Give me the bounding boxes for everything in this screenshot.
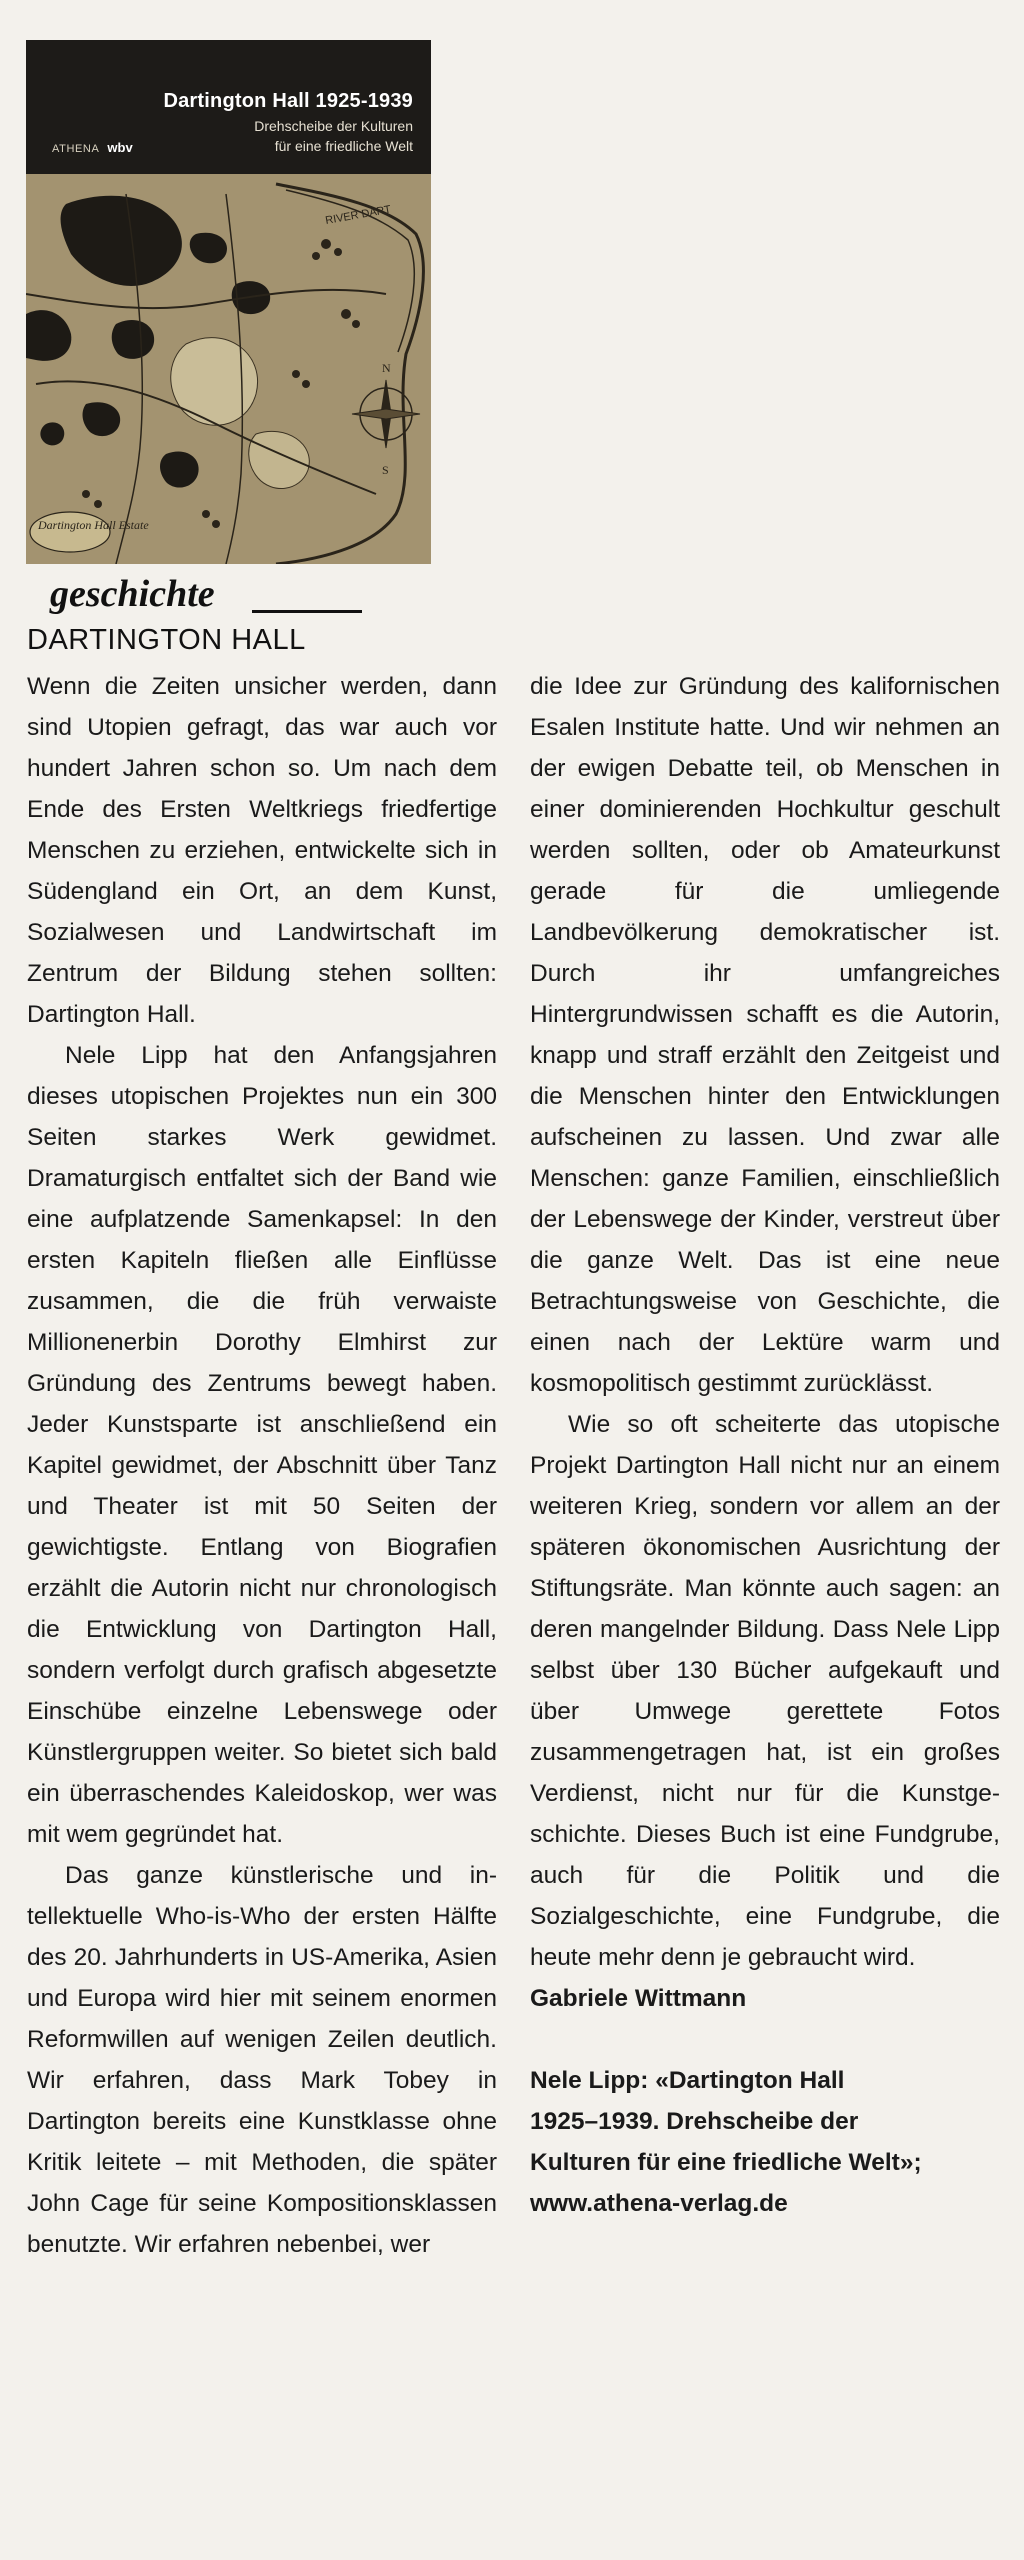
section-kicker: geschichte xyxy=(50,573,215,615)
book-cover-title-band xyxy=(26,40,431,174)
article-column-left xyxy=(27,666,497,2265)
book-reference-line3: Kulturen für eine friedliche Welt»; xyxy=(530,2149,922,2176)
article-paragraph-3: Das ganze künstlerische und intellektuelle Who-is-Who der ersten Hälfte des 20. Jahrhunderts in US-Amerika, Asien und Europa wird hier mit seinem enormen Reformwillen auf wenigen Zeilen deutlich. Wir erfahren, dass Mark Tobey in Dartington bereits eine Kunstklasse ohne Kritik leitete – mit Methoden, die später John Cage für seine Kompositionsklassen benutzte. Wir erfahren nebenbei, wer xyxy=(27,1862,497,2258)
book-cover-subtitle-line1: Drehscheibe der Kulturen xyxy=(254,118,413,134)
article-paragraph-1: Wenn die Zeiten unsicher werden, dann sind Utopien gefragt, das war auch vor hundert Jahren schon so. Um nach dem Ende des Ersten Weltkriegs friedfertige Menschen zu erziehen, entwickelte sich in Südengland ein Ort, an dem Kunst, Sozialwesen und Landwirtschaft im Zentrum der Bildung stehen sollten: Dartington Hall. xyxy=(27,673,497,1028)
estate-map-drawing xyxy=(26,174,431,564)
book-reference-line2: 1925–1939. Drehscheibe der xyxy=(530,2108,859,2135)
article-paragraph-2: Nele Lipp hat den Anfangsjahren dieses utopischen Projektes nun ein 300 Seiten starkes Werk gewidmet. Dramaturgisch entfaltet sich der Band wie eine aufplatzende Samenkapsel: In den ersten Kapiteln fließen alle Einflüsse zusammen, die die früh verwaiste Millionenerbin Dorothy Elmhirst zur Gründung des Zentrums bewegt haben. Jeder Kunstsparte ist anschließend ein Kapitel gewidmet, der Abschnitt über Tanz und Theater ist mit 50 Seiten der gewichtigste. Entlang von Biografien erzählt die Autorin nicht nur chronologisch die Entwicklung von Dartington Hall, sondern verfolgt durch grafisch abgesetzte Einschübe einzelne Lebenswege oder Künstlergruppen weiter. So bietet sich bald ein überraschendes Kaleidoskop, wer was mit wem gegründet hat. xyxy=(27,1042,497,1848)
article-paragraph-5: Wie so oft scheiterte das utopische Projekt Dartington Hall nicht nur an einem weiteren Krieg, sondern vor allem an der späteren ökonomischen Ausrichtung der Stiftungsräte. Man könnte auch sagen: an deren mangelnder Bildung. Dass Nele Lipp selbst über 130 Bücher aufgekauft und über Umwege gerettete Fotos zusammengetragen hat, ist ein großes Verdienst, nicht nur für die Kunstgeschichte. Dieses Buch ist eine Fundgrube, auch für die Politik und die Sozialgeschichte, eine Fundgrube, die heute mehr denn je gebraucht wird. xyxy=(530,1411,1000,1971)
map-cartouche-label: Dartington Hall Estate xyxy=(38,518,149,532)
kicker-underline xyxy=(252,610,362,613)
publisher-wbv: wbv xyxy=(107,140,133,155)
compass-south-label: S xyxy=(382,463,389,477)
spacer xyxy=(530,2019,1000,2060)
book-cover-subtitle-line2: für eine friedliche Welt xyxy=(274,138,413,154)
publisher-website-link[interactable]: www.athena-verlag.de xyxy=(530,2190,788,2217)
book-cover-title: Dartington Hall 1925-1939 xyxy=(163,90,413,112)
book-reference-line1: Nele Lipp: «Dartington Hall xyxy=(530,2067,845,2094)
book-cover-image xyxy=(26,40,431,564)
map-river-label: RIVER DART xyxy=(324,203,392,227)
book-cover-publishers xyxy=(52,140,133,155)
article-paragraph-4: die Idee zur Gründung des kalifornischen Esalen Institute hatte. Und wir nehmen an der ewigen Debatte teil, ob Menschen in einer dominierenden Hochkultur geschult werden sollten, oder ob Amateurkunst gerade für die umliegende Landbevölkerung demokratischer ist. Durch ihr umfangreiches Hintergrundwissen schafft es die Autorin, knapp und straff erzählt den Zeitgeist und die Menschen hinter den Entwicklungen aufscheinen zu lassen. Und zwar alle Menschen: ganze Familien, einschließlich der Lebenswege der Kinder, verstreut über die ganze Welt. Das ist eine neue Betrachtungsweise von Geschichte, die einen nach der Lektüre warm und kosmopolitisch gestimmt zurücklässt. xyxy=(530,673,1000,1397)
article-headline: DARTINGTON HALL xyxy=(27,624,306,656)
compass-north-label: N xyxy=(382,361,391,375)
article-column-right xyxy=(530,666,1000,2224)
estate-map-illustration xyxy=(26,174,431,564)
publisher-athena: ATHENA xyxy=(52,143,100,155)
article-author: Gabriele Wittmann xyxy=(530,1985,747,2012)
